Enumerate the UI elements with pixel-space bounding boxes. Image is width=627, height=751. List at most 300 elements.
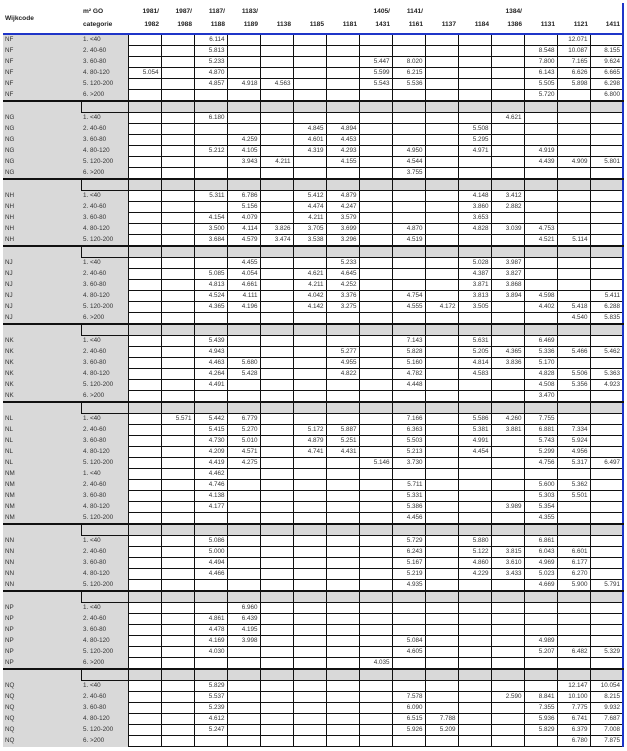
value-cell [458, 57, 491, 68]
column-header-line2: 1189 [243, 21, 258, 28]
value-cell [359, 369, 392, 380]
value-cell [425, 235, 458, 247]
column-header-line2: 1386 [507, 21, 522, 28]
value-cell: 5.219 [392, 569, 425, 580]
value-cell [161, 681, 194, 692]
table-row [3, 34, 623, 46]
value-cell [425, 536, 458, 547]
value-cell [557, 113, 590, 124]
price-table [3, 3, 624, 747]
value-cell: 7.578 [392, 692, 425, 703]
value-cell [326, 502, 359, 513]
value-cell: 3.998 [227, 636, 260, 647]
value-cell [590, 491, 623, 502]
value-cell: 5.501 [557, 491, 590, 502]
value-cell: 4.605 [392, 647, 425, 658]
value-cell [161, 502, 194, 513]
categorie-cell: 2. 40-60 [81, 614, 128, 625]
value-cell: 5.415 [194, 425, 227, 436]
value-cell [260, 469, 293, 480]
separator-cell [491, 669, 524, 681]
value-cell [392, 135, 425, 146]
value-cell [128, 513, 161, 525]
wijkcode-cell: NN [3, 547, 81, 558]
separator-cell [590, 524, 623, 536]
categorie-cell: 3. 60-80 [81, 703, 128, 714]
value-cell [458, 714, 491, 725]
value-cell [392, 280, 425, 291]
column-header-line2: 1137 [441, 21, 456, 28]
value-cell [161, 469, 194, 480]
value-cell [128, 736, 161, 747]
value-cell [161, 647, 194, 658]
value-cell [491, 34, 524, 46]
value-cell [128, 90, 161, 102]
value-cell [293, 469, 326, 480]
value-cell: 5.054 [128, 68, 161, 79]
value-cell: 4.991 [458, 436, 491, 447]
value-cell [128, 369, 161, 380]
separator-cell [458, 669, 491, 681]
value-cell [293, 736, 326, 747]
categorie-cell: 5. 120-200 [81, 725, 128, 736]
value-cell [293, 502, 326, 513]
value-cell [128, 647, 161, 658]
value-cell [458, 391, 491, 403]
value-cell [458, 90, 491, 102]
value-cell [128, 235, 161, 247]
table-row [3, 68, 623, 79]
value-cell: 3.989 [491, 502, 524, 513]
value-cell [425, 358, 458, 369]
value-cell [260, 34, 293, 46]
value-cell: 4.079 [227, 213, 260, 224]
separator-cell [81, 101, 128, 113]
value-cell [227, 124, 260, 135]
separator-cell [458, 324, 491, 336]
value-cell: 7.143 [392, 336, 425, 347]
value-cell [128, 168, 161, 180]
categorie-cell: 2. 40-60 [81, 46, 128, 57]
value-cell [557, 469, 590, 480]
table-row [3, 703, 623, 714]
value-cell: 4.455 [227, 258, 260, 269]
table-body [3, 34, 623, 747]
value-cell [161, 224, 194, 235]
value-cell [128, 580, 161, 592]
value-cell: 3.610 [491, 558, 524, 569]
table-row [3, 491, 623, 502]
table-row [3, 269, 623, 280]
value-cell [491, 391, 524, 403]
value-cell [359, 703, 392, 714]
separator-cell [359, 101, 392, 113]
separator-cell [557, 669, 590, 681]
separator-cell [458, 101, 491, 113]
value-cell: 4.969 [524, 558, 557, 569]
value-cell [128, 34, 161, 46]
value-cell [425, 124, 458, 135]
separator-cell [524, 402, 557, 414]
value-cell [260, 124, 293, 135]
value-cell [458, 68, 491, 79]
value-cell: 4.782 [392, 369, 425, 380]
value-cell: 4.621 [491, 113, 524, 124]
value-cell: 4.612 [194, 714, 227, 725]
wijkcode-cell: NF [3, 79, 81, 90]
table-row [3, 414, 623, 425]
wijkcode-cell: NP [3, 614, 81, 625]
separator-row [3, 101, 623, 113]
categorie-cell: 5. 120-200 [81, 580, 128, 592]
value-cell [425, 258, 458, 269]
wijkcode-cell: NJ [3, 313, 81, 325]
value-cell: 5.828 [392, 347, 425, 358]
value-cell: 3.705 [293, 224, 326, 235]
wijkcode-cell: NM [3, 502, 81, 513]
value-cell [293, 68, 326, 79]
value-cell [590, 113, 623, 124]
separator-cell [557, 101, 590, 113]
value-cell [161, 658, 194, 670]
value-cell: 7.334 [557, 425, 590, 436]
value-cell: 5.743 [524, 436, 557, 447]
value-cell: 5.600 [524, 480, 557, 491]
value-cell [161, 725, 194, 736]
header-categorie-line2: categorie [83, 21, 113, 28]
categorie-cell: 3. 60-80 [81, 491, 128, 502]
value-cell [359, 436, 392, 447]
value-cell: 3.943 [227, 157, 260, 168]
value-cell [326, 625, 359, 636]
value-cell [458, 491, 491, 502]
value-cell [293, 113, 326, 124]
separator-cell [128, 246, 161, 258]
separator-cell [425, 402, 458, 414]
value-cell [128, 614, 161, 625]
value-cell [161, 480, 194, 491]
value-cell [359, 513, 392, 525]
categorie-cell: 6. >200 [81, 313, 128, 325]
value-cell [458, 46, 491, 57]
value-cell [590, 547, 623, 558]
value-cell [557, 614, 590, 625]
value-cell [590, 124, 623, 135]
value-cell: 6.270 [557, 569, 590, 580]
value-cell [425, 603, 458, 614]
value-cell [359, 502, 392, 513]
value-cell [425, 569, 458, 580]
value-cell: 4.661 [227, 280, 260, 291]
value-cell [128, 558, 161, 569]
column-header [359, 3, 392, 34]
value-cell: 5.880 [458, 536, 491, 547]
value-cell: 5.354 [524, 502, 557, 513]
table-row [3, 46, 623, 57]
value-cell [227, 736, 260, 747]
value-cell: 3.500 [194, 224, 227, 235]
value-cell [590, 135, 623, 146]
wijkcode-cell: NL [3, 447, 81, 458]
categorie-cell: 3. 60-80 [81, 57, 128, 68]
value-cell [227, 68, 260, 79]
value-cell [425, 547, 458, 558]
value-cell [260, 692, 293, 703]
value-cell [359, 302, 392, 313]
value-cell: 4.114 [227, 224, 260, 235]
categorie-cell: 3. 60-80 [81, 213, 128, 224]
value-cell: 6.960 [227, 603, 260, 614]
value-cell: 6.800 [590, 90, 623, 102]
value-cell: 4.172 [425, 302, 458, 313]
value-cell: 3.730 [392, 458, 425, 469]
value-cell [260, 358, 293, 369]
value-cell [260, 714, 293, 725]
value-cell: 4.260 [491, 414, 524, 425]
separator-cell [359, 591, 392, 603]
value-cell [260, 113, 293, 124]
value-cell [557, 146, 590, 157]
wijkcode-cell: NF [3, 90, 81, 102]
value-cell [425, 157, 458, 168]
value-cell [194, 513, 227, 525]
value-cell: 4.402 [524, 302, 557, 313]
value-cell [425, 213, 458, 224]
separator-cell [260, 246, 293, 258]
column-header-line2: 1184 [474, 21, 489, 28]
value-cell: 5.537 [194, 692, 227, 703]
value-cell [161, 235, 194, 247]
value-cell [359, 46, 392, 57]
value-cell [590, 391, 623, 403]
wijkcode-cell: NN [3, 569, 81, 580]
value-cell [359, 714, 392, 725]
value-cell [227, 347, 260, 358]
value-cell: 4.138 [194, 491, 227, 502]
value-cell [128, 491, 161, 502]
value-cell [227, 703, 260, 714]
value-cell [260, 258, 293, 269]
value-cell: 5.356 [557, 380, 590, 391]
separator-cell [293, 179, 326, 191]
value-cell [425, 414, 458, 425]
value-cell [293, 46, 326, 57]
table-row [3, 291, 623, 302]
value-cell: 4.365 [194, 302, 227, 313]
wijkcode-cell: NF [3, 57, 81, 68]
value-cell: 5.829 [194, 681, 227, 692]
value-cell [128, 269, 161, 280]
value-cell [524, 313, 557, 325]
value-cell [227, 469, 260, 480]
categorie-cell: 6. >200 [81, 736, 128, 747]
table-row [3, 113, 623, 124]
value-cell: 4.894 [326, 124, 359, 135]
categorie-cell: 5. 120-200 [81, 235, 128, 247]
value-cell: 7.775 [557, 703, 590, 714]
value-cell [293, 90, 326, 102]
table-row [3, 480, 623, 491]
value-cell: 4.454 [458, 447, 491, 458]
separator-cell [227, 101, 260, 113]
value-cell [359, 569, 392, 580]
value-cell [359, 168, 392, 180]
value-cell [491, 302, 524, 313]
separator-cell [81, 669, 128, 681]
value-cell [491, 681, 524, 692]
value-cell [425, 447, 458, 458]
value-cell [260, 480, 293, 491]
value-cell: 4.169 [194, 636, 227, 647]
value-cell: 4.264 [194, 369, 227, 380]
value-cell [491, 647, 524, 658]
value-cell [590, 447, 623, 458]
value-cell [491, 135, 524, 146]
separator-cell [293, 246, 326, 258]
value-cell [227, 681, 260, 692]
column-header [458, 3, 491, 34]
value-cell [227, 647, 260, 658]
value-cell [293, 336, 326, 347]
value-cell: 5.212 [194, 146, 227, 157]
separator-cell [557, 246, 590, 258]
value-cell: 4.540 [557, 313, 590, 325]
value-cell: 5.801 [590, 157, 623, 168]
value-cell: 5.329 [590, 647, 623, 658]
separator-cell [557, 591, 590, 603]
value-cell [326, 736, 359, 747]
value-cell: 4.463 [194, 358, 227, 369]
table-row [3, 469, 623, 480]
value-cell [293, 681, 326, 692]
value-cell [128, 146, 161, 157]
value-cell [128, 46, 161, 57]
value-cell [161, 57, 194, 68]
separator-cell [590, 591, 623, 603]
value-cell: 8.155 [590, 46, 623, 57]
wijkcode-cell: NF [3, 46, 81, 57]
categorie-cell: 2. 40-60 [81, 347, 128, 358]
value-cell: 5.172 [293, 425, 326, 436]
value-cell [227, 580, 260, 592]
header-wijkcode: Wijkcode [3, 3, 81, 34]
value-cell [491, 614, 524, 625]
value-cell [260, 135, 293, 146]
value-cell: 10.087 [557, 46, 590, 57]
value-cell [326, 90, 359, 102]
value-cell [260, 202, 293, 213]
value-cell [161, 191, 194, 202]
value-cell [293, 157, 326, 168]
wijkcode-cell: NJ [3, 280, 81, 291]
value-cell [491, 714, 524, 725]
value-cell: 12.147 [557, 681, 590, 692]
separator-cell [227, 524, 260, 536]
separator-cell [194, 246, 227, 258]
value-cell [458, 658, 491, 670]
value-cell [491, 513, 524, 525]
value-cell [161, 369, 194, 380]
value-cell [260, 313, 293, 325]
value-cell [128, 124, 161, 135]
value-cell [260, 168, 293, 180]
value-cell: 5.505 [524, 79, 557, 90]
wijkcode-cell: NQ [3, 703, 81, 714]
value-cell [359, 480, 392, 491]
value-cell: 6.665 [590, 68, 623, 79]
table-row [3, 458, 623, 469]
column-header-line2: 1185 [309, 21, 324, 28]
value-cell: 7.755 [524, 414, 557, 425]
value-cell [326, 703, 359, 714]
separator-cell [491, 179, 524, 191]
value-cell [425, 736, 458, 747]
value-cell [491, 124, 524, 135]
value-cell [590, 191, 623, 202]
wijkcode-cell: NP [3, 603, 81, 614]
value-cell: 3.871 [458, 280, 491, 291]
value-cell: 4.935 [392, 580, 425, 592]
value-cell [326, 636, 359, 647]
value-cell [524, 258, 557, 269]
value-cell: 9.624 [590, 57, 623, 68]
value-cell [359, 135, 392, 146]
value-cell: 4.154 [194, 213, 227, 224]
value-cell [194, 135, 227, 146]
value-cell [128, 447, 161, 458]
value-cell [392, 469, 425, 480]
value-cell: 10.054 [590, 681, 623, 692]
value-cell [161, 692, 194, 703]
value-cell [491, 625, 524, 636]
value-cell: 4.259 [227, 135, 260, 146]
value-cell [326, 536, 359, 547]
separator-cell [524, 524, 557, 536]
value-cell [128, 135, 161, 146]
value-cell [425, 90, 458, 102]
separator-row [3, 524, 623, 536]
value-cell [227, 113, 260, 124]
value-cell: 4.247 [326, 202, 359, 213]
value-cell [491, 313, 524, 325]
value-cell [590, 513, 623, 525]
wijkcode-cell: NG [3, 135, 81, 146]
value-cell [128, 436, 161, 447]
value-cell [161, 146, 194, 157]
table-row [3, 692, 623, 703]
separator-cell [458, 591, 491, 603]
value-cell: 4.919 [524, 146, 557, 157]
table-row [3, 369, 623, 380]
categorie-cell: 4. 80-120 [81, 68, 128, 79]
value-cell [359, 34, 392, 46]
value-cell [293, 391, 326, 403]
value-cell [260, 625, 293, 636]
value-cell: 6.379 [557, 725, 590, 736]
value-cell [161, 34, 194, 46]
value-cell [161, 113, 194, 124]
table-row [3, 336, 623, 347]
value-cell [128, 258, 161, 269]
wijkcode-cell: NG [3, 146, 81, 157]
separator-cell [227, 246, 260, 258]
value-cell [557, 391, 590, 403]
value-cell [359, 647, 392, 658]
separator-cell [425, 669, 458, 681]
value-cell [326, 168, 359, 180]
value-cell: 4.054 [227, 269, 260, 280]
value-cell [128, 79, 161, 90]
